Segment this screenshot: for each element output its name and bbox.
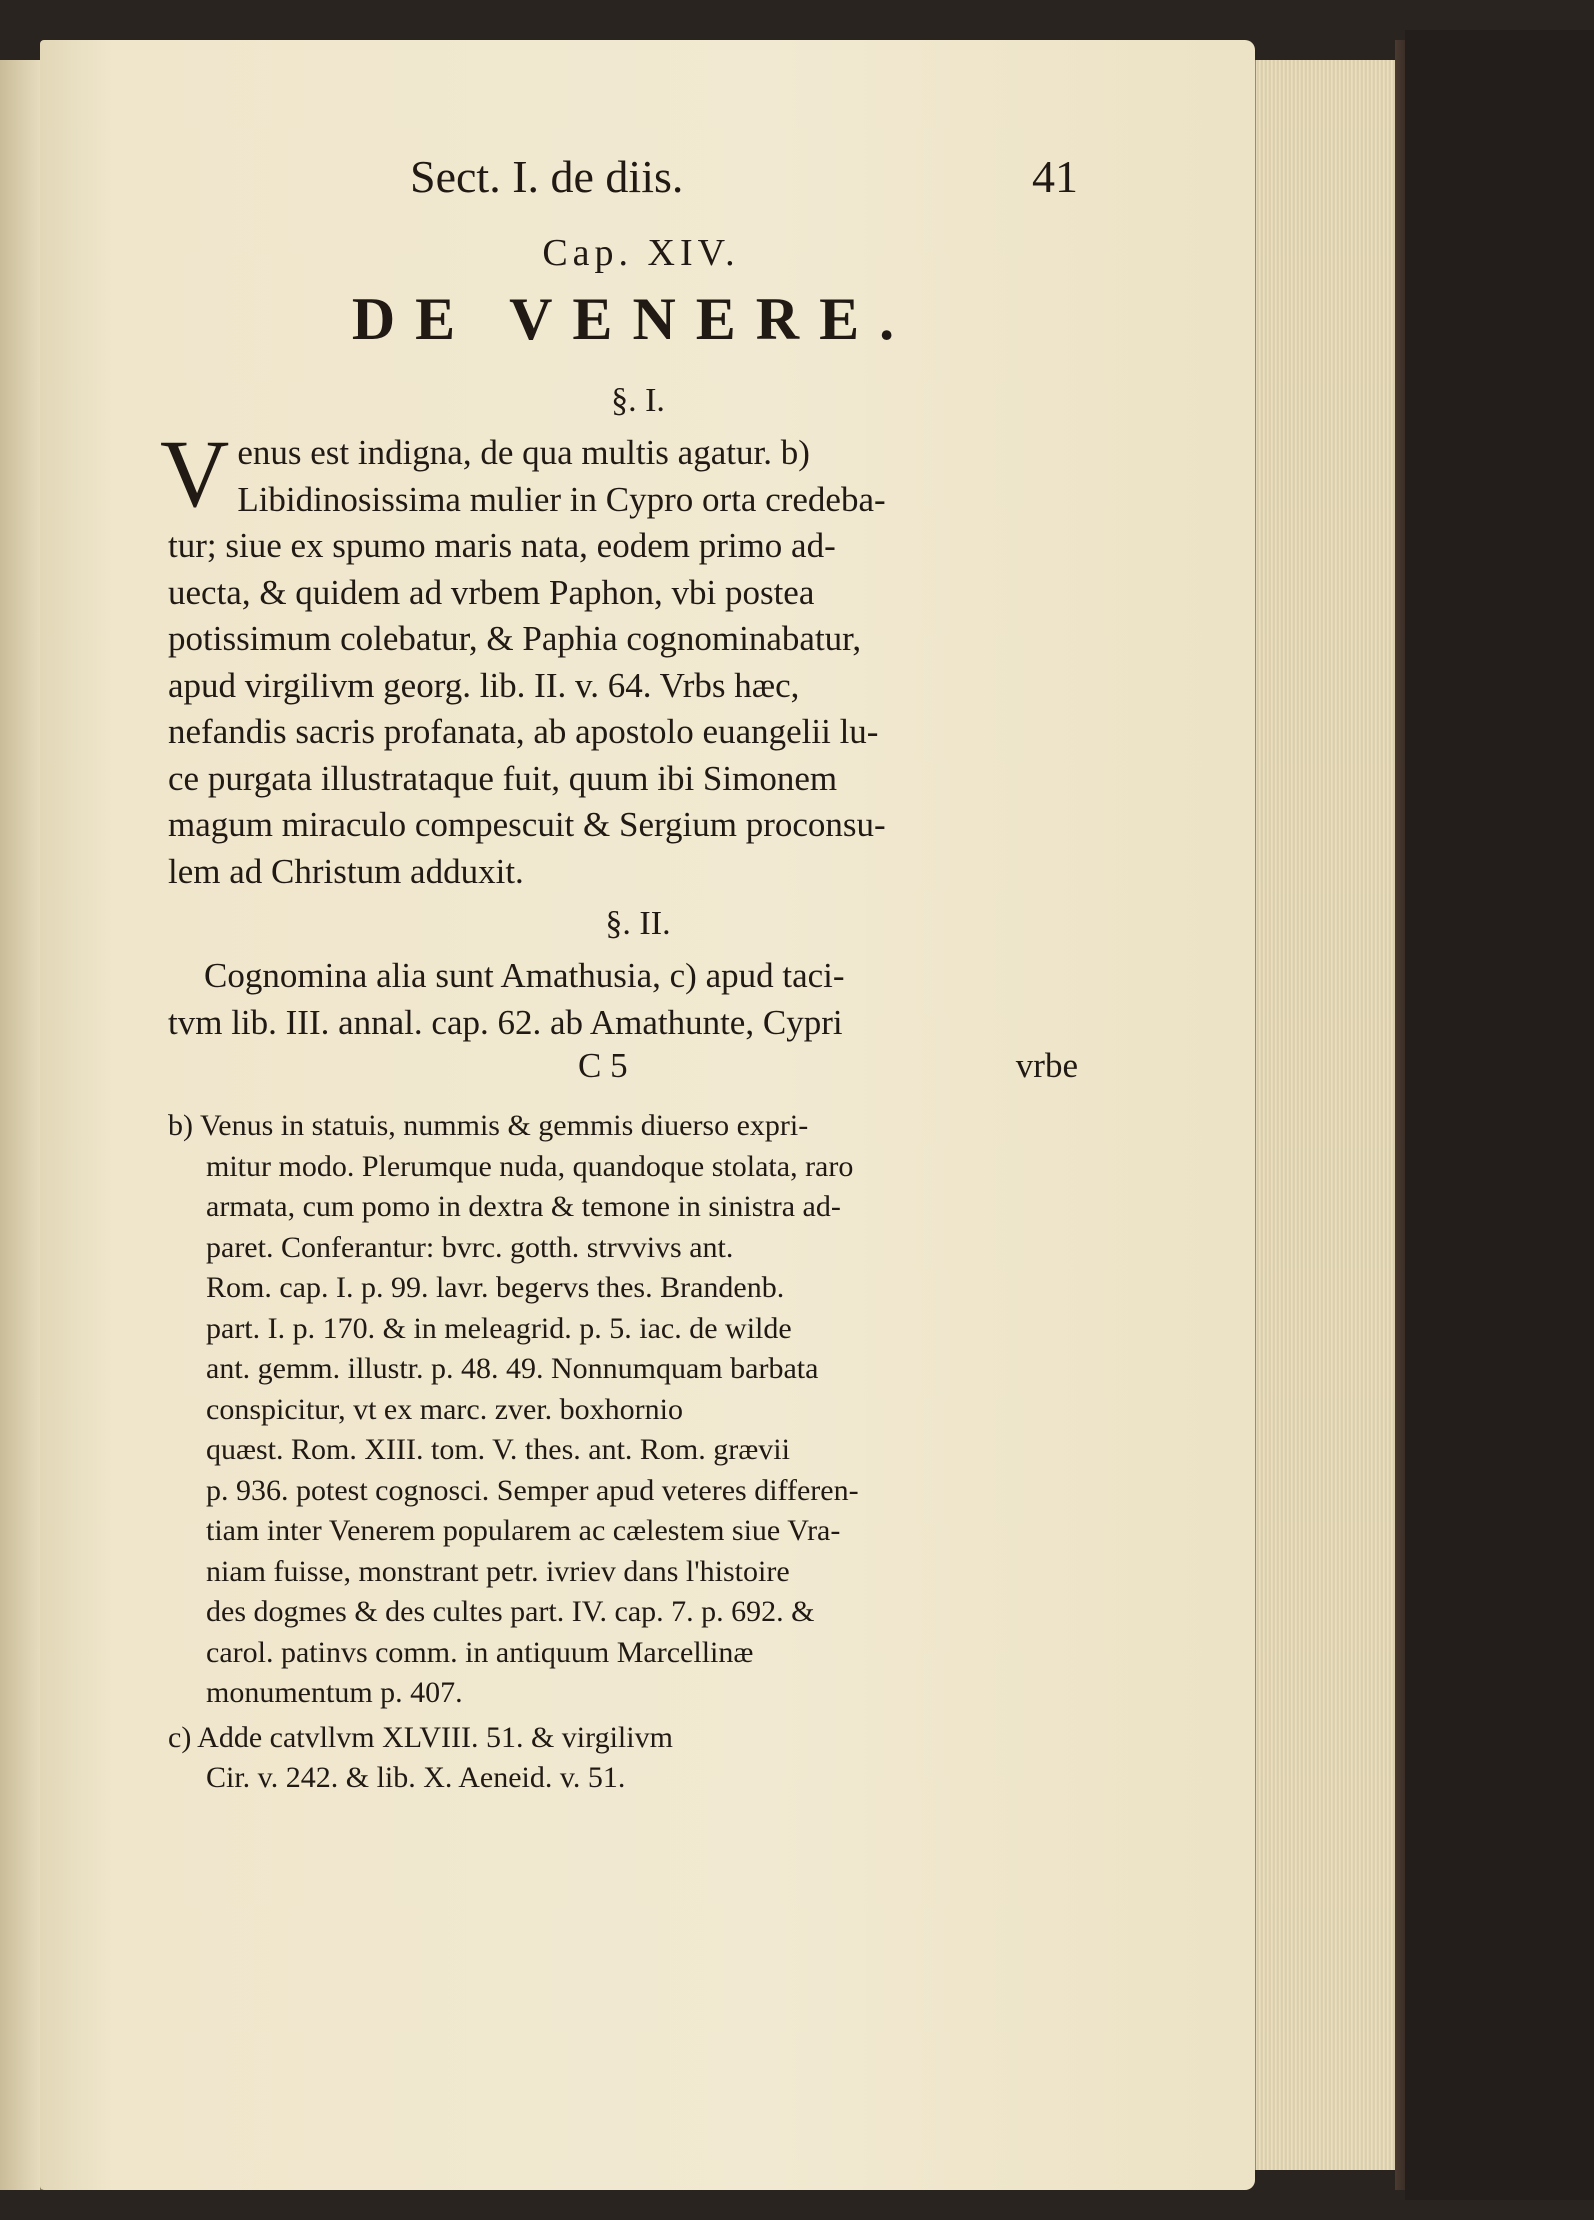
section-1-paragraph: [160, 420, 1078, 895]
text-line: nefandis sacris profanata, ab apostolo euangelii lu-: [168, 712, 879, 751]
text-line: magum miraculo compescuit & Sergium proconsu-: [168, 805, 886, 844]
footnote-line: armata, cum pomo in dextra & temone in sinistra ad-: [206, 1190, 841, 1223]
page-header: [168, 150, 1078, 225]
footnote-line: Rom. cap. I. p. 99. lavr. begervs thes. Brandenb.: [206, 1271, 785, 1304]
footnote-line: part. I. p. 170. & in meleagrid. p. 5. iac. de wilde: [206, 1311, 792, 1345]
footnote-line: monumentum p. 407.: [206, 1676, 463, 1709]
text-line: Cognomina alia sunt Amathusia, c) apud taci-: [204, 956, 845, 995]
page-block-edge: [1255, 60, 1406, 2170]
section-2-paragraph: [168, 953, 1078, 1046]
footnote-line: ant. gemm. illustr. p. 48. 49. Nonnumquam barbata: [206, 1352, 819, 1385]
footnotes: [168, 1106, 1078, 1799]
text-line: apud virgilivm georg. lib. II. v. 64. Vrbs hæc,: [168, 665, 800, 705]
page-text: [160, 150, 1078, 1803]
footnote-c: [168, 1718, 1078, 1799]
text-line: tur; siue ex spumo maris nata, eodem primo ad-: [168, 526, 836, 565]
text-line: potissimum colebatur, & Paphia cognominabatur,: [168, 619, 862, 658]
chapter-label: Cap. XIV.: [542, 232, 740, 274]
running-title: Sect. I. de diis.: [410, 151, 684, 202]
footnote-line: tiam inter Venerem popularem ac cælestem siue Vra-: [206, 1514, 841, 1547]
footnote-line: c) Adde catvllvm XLVIII. 51. & virgilivm: [168, 1720, 673, 1754]
footnote-line: mitur modo. Plerumque nuda, quandoque stolata, raro: [206, 1149, 854, 1183]
catchword: vrbe: [1015, 1046, 1078, 1085]
footnote-line: carol. patinvs comm. in antiquum Marcellinæ: [206, 1635, 754, 1669]
footnote-line: quæst. Rom. XIII. tom. V. thes. ant. Rom. grævii: [206, 1433, 790, 1466]
drop-cap: V: [160, 420, 230, 527]
footnote-line: b) Venus in statuis, nummis & gemmis diuerso expri-: [168, 1109, 809, 1142]
text-line: ce purgata illustrataque fuit, quum ibi Simonem: [168, 758, 838, 798]
text-line: uecta, & quidem ad vrbem Paphon, vbi postea: [168, 572, 815, 612]
page-number: 41: [1032, 151, 1078, 202]
facing-page-edge: [0, 60, 42, 2190]
footnote-line: niam fuisse, monstrant petr. ivriev dans l'histoire: [206, 1554, 790, 1588]
text-line: tvm lib. III. annal. cap. 62. ab Amathunte, Cypri: [168, 1002, 843, 1042]
section-mark-1: §. I.: [611, 382, 665, 419]
footnote-line: conspicitur, vt ex marc. zver. boxhornio: [206, 1392, 683, 1426]
footnote-line: p. 936. potest cognosci. Semper apud veteres differen-: [206, 1473, 859, 1507]
footnote-line: paret. Conferantur: bvrc. gotth. strvvivs ant.: [206, 1230, 734, 1264]
chapter-title: DE VENERE.: [351, 286, 915, 352]
footnote-line: des dogmes & des cultes part. IV. cap. 7. p. 692. &: [206, 1595, 815, 1628]
section-mark-2: §. II.: [605, 905, 671, 942]
footnote-line: Cir. v. 242. & lib. X. Aeneid. v. 51.: [206, 1761, 626, 1794]
text-line: enus est indigna, de qua multis agatur. b): [237, 433, 810, 472]
footnote-b: [168, 1106, 1078, 1714]
catchline: [168, 1046, 1078, 1092]
signature-mark: C 5: [578, 1046, 628, 1085]
book-cover: [1405, 30, 1594, 2200]
text-line: lem ad Christum adduxit.: [168, 851, 524, 891]
text-line: Libidinosissima mulier in Cypro orta credeba-: [237, 479, 886, 519]
